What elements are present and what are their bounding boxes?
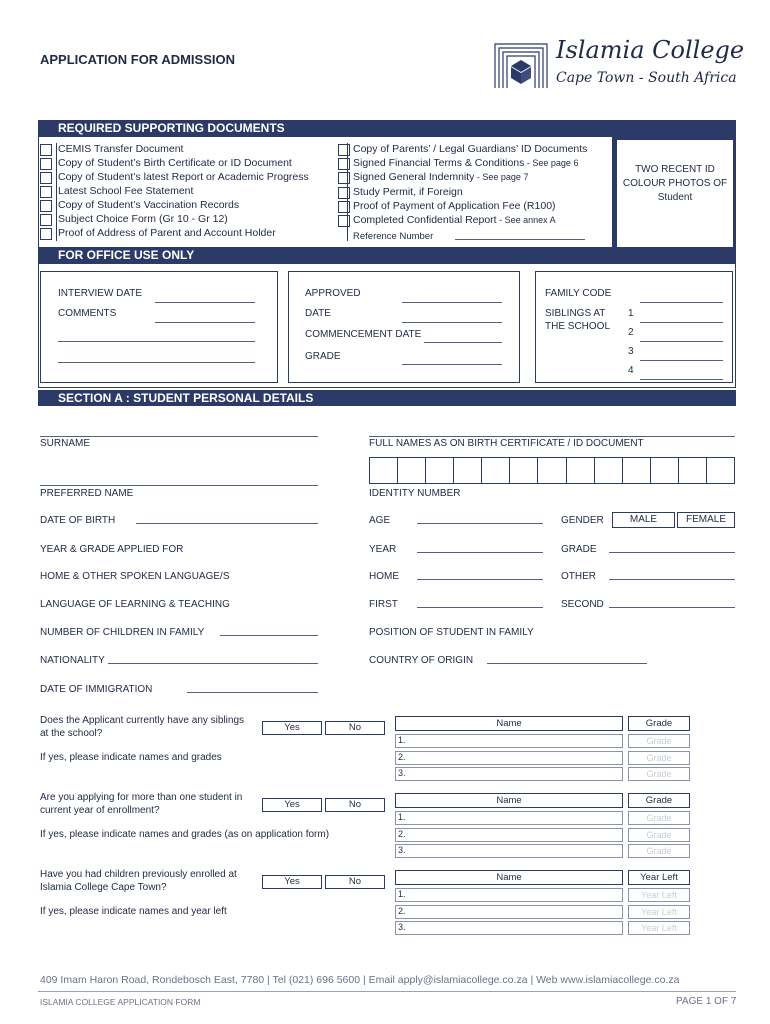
grade-row-field[interactable]: Grade: [628, 767, 690, 781]
footer-divider: [38, 991, 736, 992]
siblings-label: SIBLINGS AT THE SCHOOL: [545, 308, 611, 332]
footer-contact: 409 Imam Haron Road, Rondebosch East, 7780 | Tel (021) 696 5600 | Email apply@islamiacollege.co.za | Web www.islamiacollege.co.za: [40, 974, 680, 986]
no-option[interactable]: No: [325, 798, 385, 812]
date-label: DATE: [305, 308, 331, 319]
no-option[interactable]: No: [325, 721, 385, 735]
id-number-boxes[interactable]: [369, 457, 735, 484]
name-row-field[interactable]: [395, 905, 623, 919]
name-row-field[interactable]: [395, 811, 623, 825]
row-number: 3.: [398, 845, 406, 855]
surname-field[interactable]: [40, 436, 318, 437]
comments-field[interactable]: [58, 341, 255, 342]
name-row-field[interactable]: [395, 751, 623, 765]
reference-number-field[interactable]: [455, 239, 585, 240]
grade-column-header: Grade: [628, 793, 690, 808]
grade-row-field[interactable]: Year Left: [628, 888, 690, 902]
grade-column-header: Year Left: [628, 870, 690, 885]
doc-note: See page 7: [482, 172, 529, 183]
home-language-field[interactable]: [417, 579, 543, 580]
row-number: 2.: [398, 751, 406, 762]
sibling-field[interactable]: [640, 379, 723, 380]
yes-option[interactable]: Yes: [262, 875, 322, 889]
sibling-field[interactable]: [640, 341, 723, 342]
doc-item-label: Subject Choice Form (Gr 10 - Gr 12): [58, 213, 228, 225]
doc-item-label: CEMIS Transfer Document: [58, 143, 184, 155]
doc-item: [353, 214, 556, 226]
id-digit-box[interactable]: [454, 458, 482, 483]
doc-item-label: Latest School Fee Statement: [58, 185, 194, 197]
row-number: 1.: [398, 889, 406, 899]
row-number: 1.: [398, 735, 406, 745]
full-names-label: FULL NAMES AS ON BIRTH CERTIFICATE / ID DOCUMENT: [369, 438, 644, 449]
commencement-label: COMMENCEMENT DATE: [305, 329, 422, 340]
dob-label: DATE OF BIRTH: [40, 515, 116, 526]
id-digit-box[interactable]: [538, 458, 566, 483]
name-row-field[interactable]: [395, 888, 623, 902]
office-heading: FOR OFFICE USE ONLY: [38, 247, 736, 264]
grade-row-field[interactable]: Grade: [628, 734, 690, 748]
name-row-field[interactable]: [395, 767, 623, 781]
doc-note-separator: -: [524, 158, 533, 169]
identity-number-label: IDENTITY NUMBER: [369, 488, 461, 499]
id-digit-box[interactable]: [510, 458, 538, 483]
grade-row-field[interactable]: Year Left: [628, 905, 690, 919]
row-number: 1.: [398, 812, 406, 822]
doc-item: [353, 157, 578, 169]
question-note: If yes, please indicate names and grades (as on application form): [40, 829, 330, 840]
age-field[interactable]: [417, 523, 543, 524]
approved-label: APPROVED: [305, 288, 361, 299]
footer-page-number: PAGE 1 OF 7: [676, 996, 737, 1007]
sibling-field[interactable]: [640, 360, 723, 361]
grade-applied-label: GRADE: [561, 544, 597, 555]
doc-item-label: Copy of Student’s Vaccination Records: [58, 199, 240, 211]
doc-item: [353, 186, 463, 198]
other-language-field[interactable]: [609, 579, 735, 580]
sibling-number: 3: [628, 346, 634, 357]
doc-item: [353, 200, 556, 212]
section-a-heading: SECTION A : STUDENT PERSONAL DETAILS: [38, 390, 736, 406]
interview-date-label: INTERVIEW DATE: [58, 288, 143, 299]
interview-date-field[interactable]: [155, 302, 255, 303]
home-label: HOME: [369, 571, 399, 582]
name-column-header: Name: [395, 716, 623, 731]
doc-note: See page 6: [532, 158, 579, 169]
sibling-number: 4: [628, 365, 634, 376]
immigration-field[interactable]: [187, 692, 318, 693]
doc-note: See annex A: [504, 215, 556, 225]
first-label: FIRST: [369, 599, 398, 610]
name-column-header: Name: [395, 793, 623, 808]
learning-language-label: LANGUAGE OF LEARNING & TEACHING: [40, 599, 230, 610]
id-digit-box[interactable]: [651, 458, 679, 483]
id-digit-box[interactable]: [707, 458, 734, 483]
full-names-field[interactable]: [369, 436, 735, 437]
age-label: AGE: [369, 515, 391, 526]
grade-column-header: Grade: [628, 716, 690, 731]
logo-name: Islamia College: [556, 36, 745, 64]
question-text: Does the Applicant currently have any siblings at the school?: [40, 715, 245, 739]
grade-field[interactable]: [609, 552, 735, 553]
commencement-field[interactable]: [424, 342, 502, 343]
name-row-field[interactable]: [395, 828, 623, 842]
approved-field[interactable]: [402, 302, 502, 303]
year-label: YEAR: [369, 544, 397, 555]
logo-subtitle: Cape Town - South Africa: [556, 70, 737, 86]
grade-row-field[interactable]: Grade: [628, 828, 690, 842]
doc-item: [353, 171, 528, 183]
second-label: SECOND: [561, 599, 604, 610]
college-logo-icon: [493, 38, 549, 90]
sibling-field[interactable]: [640, 322, 723, 323]
doc-item-label: Study Permit, if Foreign: [353, 185, 463, 198]
id-digit-box[interactable]: [426, 458, 454, 483]
question-text: Are you applying for more than one student in current year of enrollment?: [40, 792, 243, 816]
doc-item-label: Signed Financial Terms & Conditions: [353, 157, 525, 170]
date-field[interactable]: [402, 322, 502, 323]
question-note: If yes, please indicate names and grades: [40, 752, 222, 763]
doc-item-label: Copy of Student’s latest Report or Academic Progress: [58, 171, 309, 183]
doc-item-label: Proof of Address of Parent and Account Holder: [58, 227, 276, 239]
doc-item: [353, 143, 587, 155]
page-title: APPLICATION FOR ADMISSION: [40, 52, 235, 67]
doc-item-label: Proof of Payment of Application Fee (R100): [353, 199, 556, 212]
comments-label: COMMENTS: [58, 308, 117, 319]
reference-number-label: Reference Number: [353, 231, 434, 242]
doc-item-label: Copy of Parents’ / Legal Guardians’ ID Documents: [353, 143, 588, 155]
docs-divider: [40, 143, 57, 241]
year-field[interactable]: [417, 552, 543, 553]
id-digit-box[interactable]: [567, 458, 595, 483]
nationality-label: NATIONALITY: [40, 655, 105, 666]
comments-field[interactable]: [58, 362, 255, 363]
comments-field[interactable]: [155, 322, 255, 323]
sibling-number: 1: [628, 308, 634, 319]
yes-option[interactable]: Yes: [262, 798, 322, 812]
id-digit-box[interactable]: [679, 458, 707, 483]
country-label: COUNTRY OF ORIGIN: [369, 655, 474, 666]
yes-option[interactable]: Yes: [262, 721, 322, 735]
first-language-field[interactable]: [417, 607, 543, 608]
id-digit-box[interactable]: [482, 458, 510, 483]
doc-note-separator: -: [496, 215, 505, 225]
grade-row-field[interactable]: Year Left: [628, 921, 690, 935]
footer-form-name: ISLAMIA COLLEGE APPLICATION FORM: [40, 997, 201, 1007]
gender-label: GENDER: [561, 515, 604, 526]
doc-item-label: Completed Confidential Report: [353, 214, 497, 226]
id-digit-box[interactable]: [623, 458, 651, 483]
grade-row-field[interactable]: Grade: [628, 811, 690, 825]
second-language-field[interactable]: [609, 607, 735, 608]
grade-label: GRADE: [305, 351, 341, 362]
family-code-label: FAMILY CODE: [545, 288, 612, 299]
home-language-label: HOME & OTHER SPOKEN LANGUAGE/S: [40, 571, 230, 582]
grade-row-field[interactable]: Grade: [628, 751, 690, 765]
no-option[interactable]: No: [325, 875, 385, 889]
name-row-field[interactable]: [395, 844, 623, 858]
grade-row-field[interactable]: Grade: [628, 844, 690, 858]
name-column-header: Name: [395, 870, 623, 885]
position-label: POSITION OF STUDENT IN FAMILY: [369, 627, 534, 638]
row-number: 2.: [398, 905, 406, 916]
name-row-field[interactable]: [395, 734, 623, 748]
other-label: OTHER: [561, 571, 596, 582]
nationality-field[interactable]: [108, 663, 318, 664]
surname-label: SURNAME: [40, 438, 91, 449]
gender-female-option[interactable]: FEMALE: [677, 512, 735, 528]
num-children-field[interactable]: [220, 635, 318, 636]
country-field[interactable]: [487, 663, 647, 664]
dob-field[interactable]: [136, 523, 318, 524]
doc-item-label: Signed General Indemnity: [353, 171, 475, 184]
gender-male-option[interactable]: MALE: [612, 512, 675, 528]
question-note: If yes, please indicate names and year left: [40, 906, 227, 917]
id-digit-box[interactable]: [370, 458, 398, 483]
row-number: 3.: [398, 768, 406, 778]
doc-note-separator: -: [474, 172, 483, 183]
preferred-name-field[interactable]: [40, 485, 318, 486]
id-digit-box[interactable]: [398, 458, 426, 483]
row-number: 3.: [398, 922, 406, 932]
doc-item-label: Copy of Student’s Birth Certificate or ID Document: [58, 157, 292, 169]
preferred-name-label: PREFERRED NAME: [40, 488, 134, 499]
sibling-number: 2: [628, 327, 634, 338]
docs-heading: REQUIRED SUPPORTING DOCUMENTS: [38, 120, 736, 137]
question-text: Have you had children previously enrolled at Islamia College Cape Town?: [40, 869, 237, 893]
id-digit-box[interactable]: [595, 458, 623, 483]
grade-field[interactable]: [402, 364, 502, 365]
year-grade-label: YEAR & GRADE APPLIED FOR: [40, 544, 184, 555]
family-code-field[interactable]: [640, 302, 723, 303]
photo-requirement: TWO RECENT ID COLOUR PHOTOS OF Student: [622, 164, 728, 203]
num-children-label: NUMBER OF CHILDREN IN FAMILY: [40, 627, 205, 638]
immigration-label: DATE OF IMMIGRATION: [40, 684, 153, 695]
name-row-field[interactable]: [395, 921, 623, 935]
docs-divider: [338, 143, 348, 241]
row-number: 2.: [398, 828, 406, 839]
